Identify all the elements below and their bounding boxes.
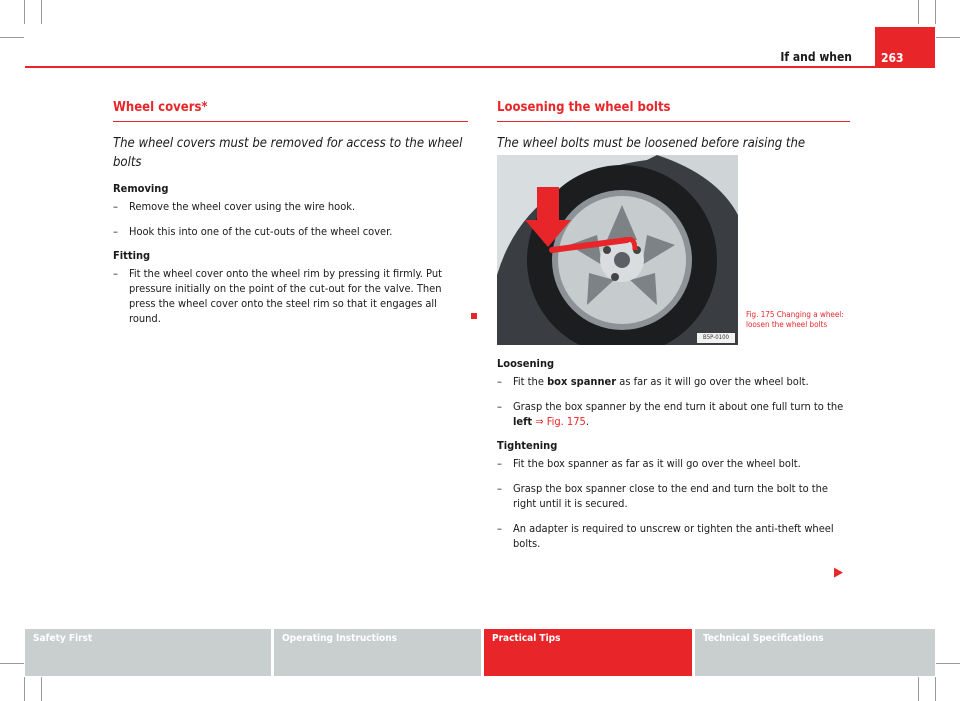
section-title: Wheel covers* xyxy=(113,100,468,122)
section-intro: The wheel covers must be removed for access to the wheel bolts xyxy=(113,136,463,170)
removing-step: – Remove the wheel cover using the wire hook. xyxy=(113,200,356,213)
wheel-bolts-steps xyxy=(497,357,850,561)
wheel-figure xyxy=(497,155,738,345)
continue-arrow-icon: ▶ xyxy=(834,565,843,580)
figure-code: B5P-0100 xyxy=(703,334,729,341)
section-title: Loosening the wheel bolts xyxy=(497,100,850,122)
crop-mark xyxy=(41,677,42,701)
crop-mark xyxy=(918,0,919,24)
loosening-step: – Grasp the box spanner by the end turn it about one full turn to the left ⇒ Fig. 175. xyxy=(497,400,844,428)
crop-mark xyxy=(936,663,960,664)
loosening-heading: Loosening xyxy=(497,357,555,370)
crop-mark xyxy=(935,0,936,24)
page-number: 263 xyxy=(875,27,935,67)
section-end-marker xyxy=(471,313,477,319)
fitting-heading: Fitting xyxy=(113,249,151,262)
crop-mark xyxy=(935,677,936,701)
tightening-step: – An adapter is required to unscrew or tighten the anti-theft wheel bolts. xyxy=(497,522,834,550)
footer-tab-safety-first[interactable]: Safety First xyxy=(25,629,271,676)
crop-mark xyxy=(41,0,42,24)
crop-mark xyxy=(936,37,960,38)
wheel-illustration xyxy=(497,155,738,345)
removing-heading: Removing xyxy=(113,182,169,195)
running-header: If and when xyxy=(780,50,852,64)
crop-mark xyxy=(0,37,24,38)
footer-tab-operating-instructions[interactable]: Operating Instructions xyxy=(274,629,481,676)
section-intro: The wheel bolts must be loosened before raising the xyxy=(497,136,806,151)
crop-mark xyxy=(918,677,919,701)
header-rule xyxy=(25,66,935,68)
tightening-step: – Fit the box spanner as far as it will go over the wheel bolt. xyxy=(497,457,801,470)
crop-mark xyxy=(24,0,25,24)
removing-step: – Hook this into one of the cut-outs of the wheel cover. xyxy=(113,225,393,238)
fitting-step: – Fit the wheel cover onto the wheel rim by pressing it firmly. Put pressure initially on the point of the cut-out for the valve. Then press the wheel cover onto the steel rim so that it engages all round. xyxy=(113,267,442,325)
tightening-step: – Grasp the box spanner close to the end and turn the bolt to the right until it is secured. xyxy=(497,482,829,510)
tightening-heading: Tightening xyxy=(497,439,558,452)
figure-reference-link[interactable]: ⇒ Fig. 175 xyxy=(532,415,586,428)
crop-mark xyxy=(24,677,25,701)
footer-tab-practical-tips[interactable]: Practical Tips xyxy=(484,629,692,676)
footer-tab-technical-specifications[interactable]: Technical Specifications xyxy=(695,629,935,676)
wheel-covers-section xyxy=(113,100,468,336)
crop-mark xyxy=(0,663,24,664)
figure-caption: Fig. 175 Changing a wheel: loosen the wheel bolts xyxy=(746,310,844,329)
loosening-step: – Fit the box spanner as far as it will go over the wheel bolt. xyxy=(497,375,809,388)
